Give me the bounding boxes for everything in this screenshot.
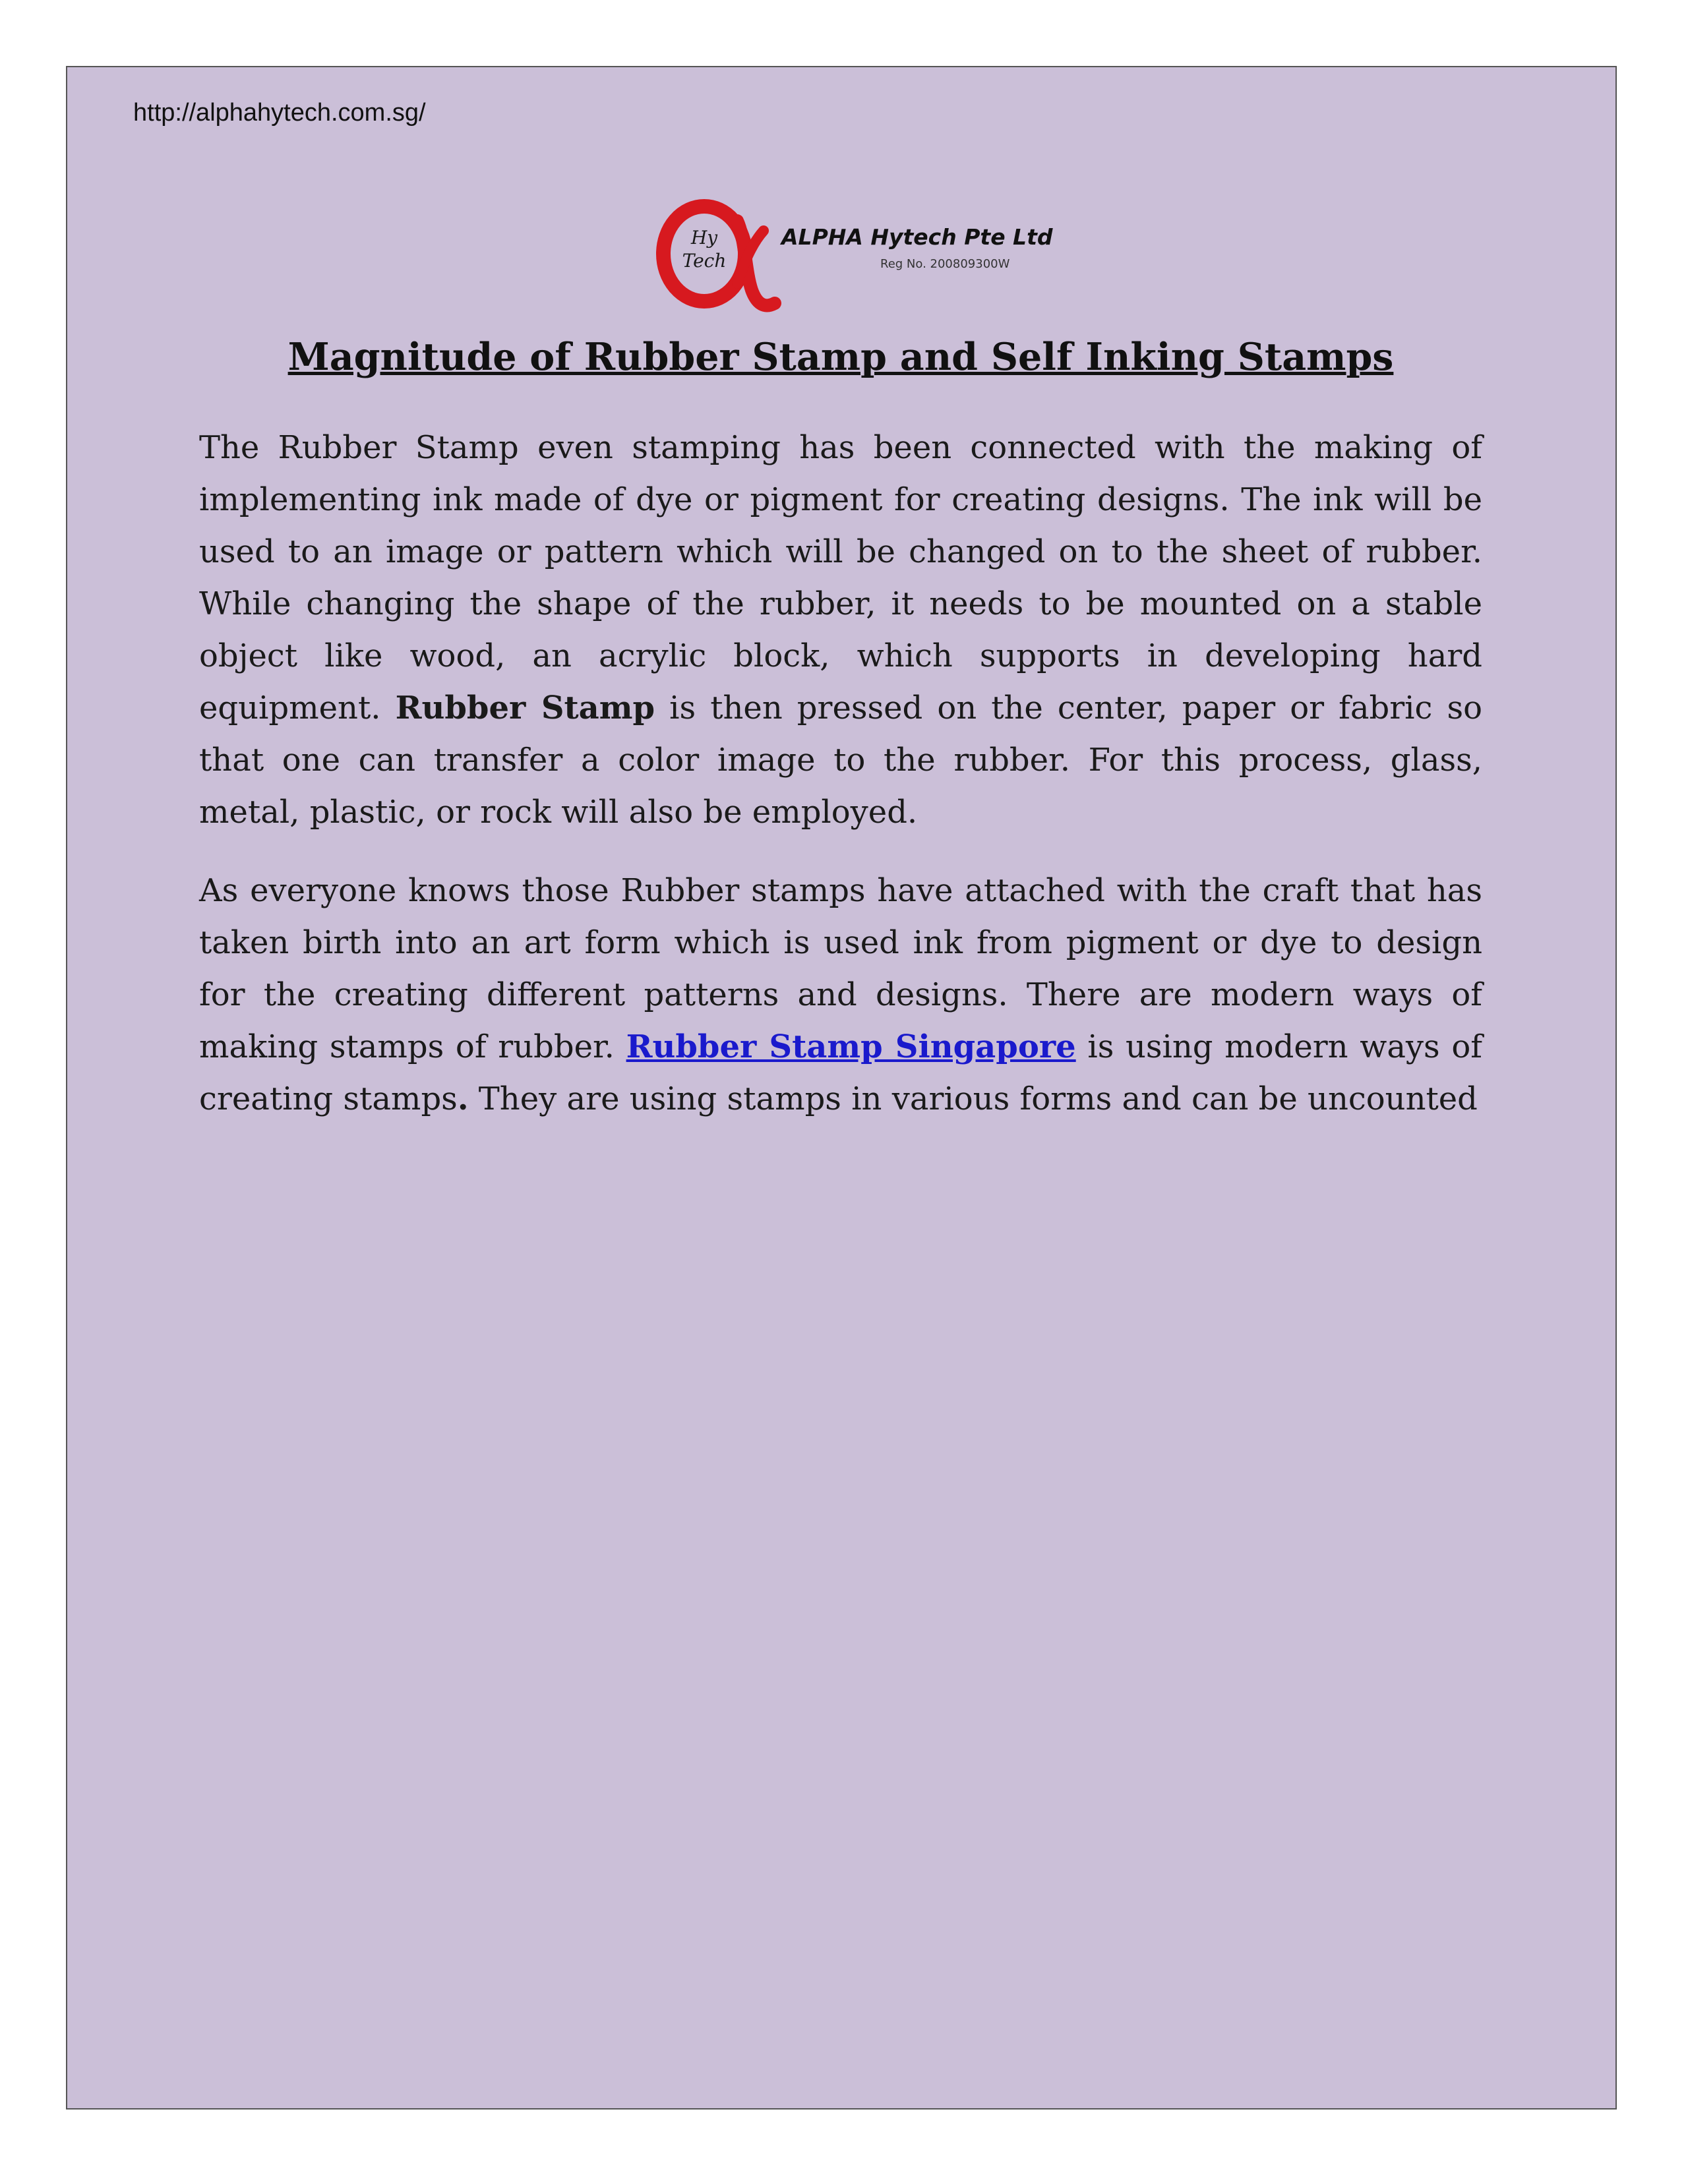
paragraph-2 [199,865,1482,1125]
paragraph-1 [199,422,1482,839]
alpha-logo-icon [653,191,785,316]
document-body [199,422,1482,1152]
header-url: http://alphahytech.com.sg/ [133,99,426,127]
document-title: Magnitude of Rubber Stamp and Self Inking Stamps [287,335,1394,379]
paragraph-1-text-a: The Rubber Stamp even stamping has been connected with the making of implementing ink made of dye or pigment for creating designs. The ink will be used to an image or pattern which will be changed on to the sheet of rubber. While changing the shape of the rubber, it needs to be mounted on a stable object like wood, an acrylic block, which supports in developing hard equipment. [199,429,1482,726]
logo-hy-text: Hy [690,227,718,249]
paragraph-2-text-c: They are using stamps in various forms and can be uncounted [468,1080,1478,1117]
rubber-stamp-singapore-link[interactable]: Rubber Stamp Singapore [626,1028,1076,1065]
logo-tech-text: Tech [682,250,727,272]
paragraph-1-text-b: is then pressed on the center, paper or fabric so that one can transfer a color image to the rubber. For this process, glass, metal, plastic, or rock will also be employed. [199,690,1483,831]
paragraph-2-text-a: As everyone knows those Rubber stamps have attached with the craft that has taken birth into an art form which is used ink from pigment or dye to design for the creating different patterns and designs. There are modern ways of making stamps of rubber. [199,872,1482,1065]
paragraph-2-text-b: is using modern ways of creating stamps [199,1028,1483,1117]
company-logo [653,191,1053,316]
paragraph-1-bold: Rubber Stamp [395,690,655,726]
paragraph-2-bold-period: . [457,1080,469,1117]
logo-company-name: ALPHA Hytech Pte Ltd [781,224,1053,250]
logo-reg-number: Reg No. 200809300W [880,257,1010,271]
